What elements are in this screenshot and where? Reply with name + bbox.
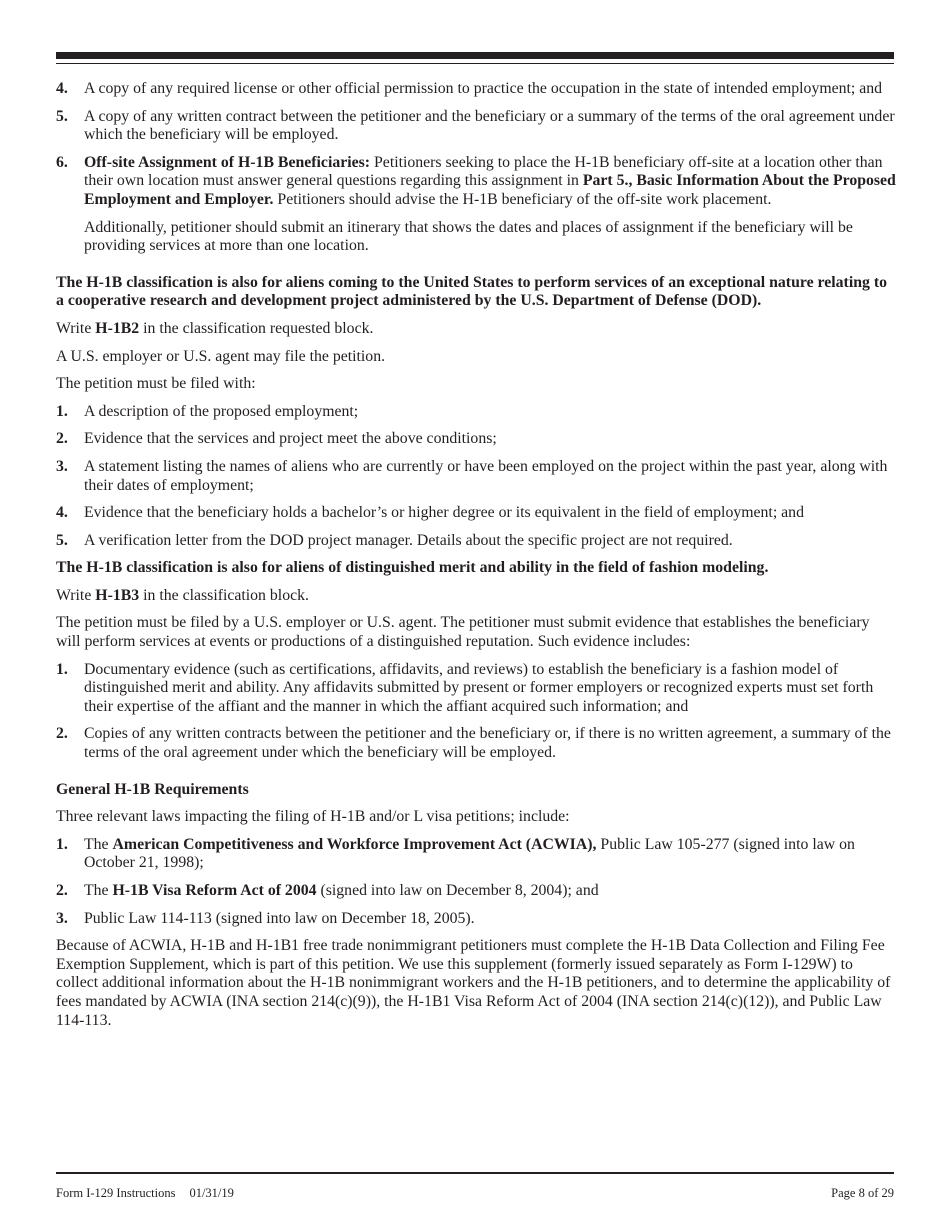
list-item — [56, 458, 896, 495]
item-text: Evidence that the beneficiary holds a bachelor’s or higher degree or its equivalent in the field of employment; and — [84, 504, 804, 522]
list-item — [56, 430, 896, 449]
offsite-text-2: Petitioners should advise the H-1B beneficiary of the off-site work placement. — [277, 190, 772, 208]
item-number: 3. — [56, 909, 68, 927]
item-number: 1. — [56, 660, 68, 678]
write-text: in the classification block. — [143, 586, 309, 604]
offsite-paragraph — [84, 154, 896, 210]
itinerary-paragraph: Additionally, petitioner should submit an itinerary that shows the dates and places of assignment if the beneficiary will be providing services at more than one location. — [84, 218, 853, 255]
item-text: Evidence that the services and project meet the above conditions; — [84, 430, 497, 448]
item-text: A copy of any written contract between the petitioner and the beneficiary or a summary of the terms of the oral agreement under which the beneficiary will be employed. — [84, 107, 895, 144]
classification-code: H-1B3 — [95, 586, 140, 604]
closing-paragraph: Because of ACWIA, H-1B and H-1B1 free trade nonimmigrant petitioners must complete the H-1B Data Collection and Filing Fee Exemption Supplement, which is part of this petition. We use this supplement (formerly issued separately as Form I-129W) to collect additional information about the H-1B nonimmigrant workers and the H-1B petitioners, and to determine the applicability of fees mandated by ACWIA (INA section 214(c)(9)), the H-1B1 Visa Reform Act of 2004 (INA section 214(c)(12)), and Public Law 114-113. — [56, 937, 891, 1029]
fashion-write-line — [56, 587, 896, 606]
item-number: 1. — [56, 835, 68, 853]
item-number: 4. — [56, 504, 68, 522]
classification-code: H-1B2 — [95, 319, 140, 337]
item-text: A verification letter from the DOD project manager. Details about the specific project are not required. — [84, 531, 733, 549]
form-name: Form I-129 Instructions — [56, 1186, 176, 1200]
list-item — [56, 882, 896, 901]
acwia-name: American Competitiveness and Workforce Improvement Act (ACWIA), — [112, 835, 597, 853]
write-text: Write — [56, 586, 92, 604]
item-number: 2. — [56, 882, 68, 899]
list-item — [56, 532, 896, 551]
general-heading: General H-1B Requirements — [56, 780, 249, 798]
item-number: 1. — [56, 402, 68, 420]
dod-heading: The H-1B classification is also for aliens coming to the United States to perform services of an exceptional nature relating to a cooperative research and development project administered by the U.S. Department of Defense (DOD). — [56, 273, 888, 310]
text-fragment: Public Law 105-277 (signed into law on October 21, 1998); — [84, 835, 855, 872]
footer-form-info — [56, 1186, 234, 1201]
list-item — [56, 836, 896, 873]
item-text — [84, 836, 896, 873]
item-text: A description of the proposed employment; — [84, 402, 359, 420]
item-text: Documentary evidence (such as certifications, affidavits, and reviews) to establish the beneficiary is a fashion model of distinguished merit and ability. Any affidavits submitted by present or former employers or recognized experts must set forth their expertise of the affiant and the manner in which the affiant acquired such information; and — [84, 660, 874, 715]
list-item — [56, 661, 896, 717]
item-number: 2. — [56, 725, 68, 743]
visa-reform-act-name: H-1B Visa Reform Act of 2004 — [112, 882, 317, 899]
text-fragment: The — [84, 835, 109, 853]
text-fragment: (signed into law on December 8, 2004); and — [320, 882, 599, 899]
item-text: Public Law 114-113 (signed into law on December 18, 2005). — [84, 909, 475, 927]
footer-rule — [56, 1172, 894, 1174]
general-intro: Three relevant laws impacting the filing of H-1B and/or L visa petitions; include: — [56, 808, 570, 826]
item-number: 3. — [56, 457, 68, 475]
form-date: 01/31/19 — [189, 1186, 234, 1200]
item-text: Copies of any written contracts between the petitioner and the beneficiary or, if there is no written agreement, a summary of the terms of the oral agreement under which the beneficiary will be employed. — [84, 725, 891, 762]
item-text: A copy of any required license or other official permission to practice the occupation in the state of intended employment; and — [84, 80, 883, 97]
list-item — [56, 80, 896, 99]
write-text: Write — [56, 319, 92, 337]
item-number: 4. — [56, 80, 68, 97]
top-rule-thin — [56, 63, 894, 64]
write-text: in the classification requested block. — [143, 319, 374, 337]
item-number: 5. — [56, 107, 68, 125]
list-item — [56, 910, 896, 929]
list-item — [56, 504, 896, 523]
text-fragment: The — [84, 882, 109, 899]
page-number: Page 8 of 29 — [831, 1186, 894, 1200]
page-content — [56, 80, 896, 1030]
item-number: 2. — [56, 430, 68, 448]
item-number: 5. — [56, 531, 68, 549]
fashion-intro: The petition must be filed by a U.S. employer or U.S. agent. The petitioner must submit evidence that establishes the beneficiary will perform services at events or productions of a distinguished reputation. Such evidence includes: — [56, 614, 870, 651]
item-text — [84, 882, 896, 901]
dod-filed-with: The petition must be filed with: — [56, 375, 256, 393]
list-item — [56, 403, 896, 422]
item-text: A statement listing the names of aliens who are currently or have been employed on the project within the past year, along with their dates of employment; — [84, 457, 888, 494]
dod-write-line — [56, 320, 896, 339]
fashion-heading: The H-1B classification is also for aliens of distinguished merit and ability in the field of fashion modeling. — [56, 559, 769, 577]
list-item — [56, 725, 896, 762]
item-number: 6. — [56, 153, 68, 171]
list-item — [56, 108, 896, 145]
list-item-offsite — [56, 154, 896, 256]
dod-agent-line: A U.S. employer or U.S. agent may file the petition. — [56, 347, 386, 365]
part5-reference: Part 5., Basic Information About the Proposed Employment and Employer. — [84, 172, 896, 208]
offsite-title: Off-site Assignment of H-1B Beneficiaries: — [84, 153, 371, 171]
offsite-text: Petitioners seeking to place the H-1B beneficiary off-site at a location other than their own location must answer general questions regarding this assignment in — [84, 153, 883, 190]
top-rule-thick — [56, 52, 894, 59]
